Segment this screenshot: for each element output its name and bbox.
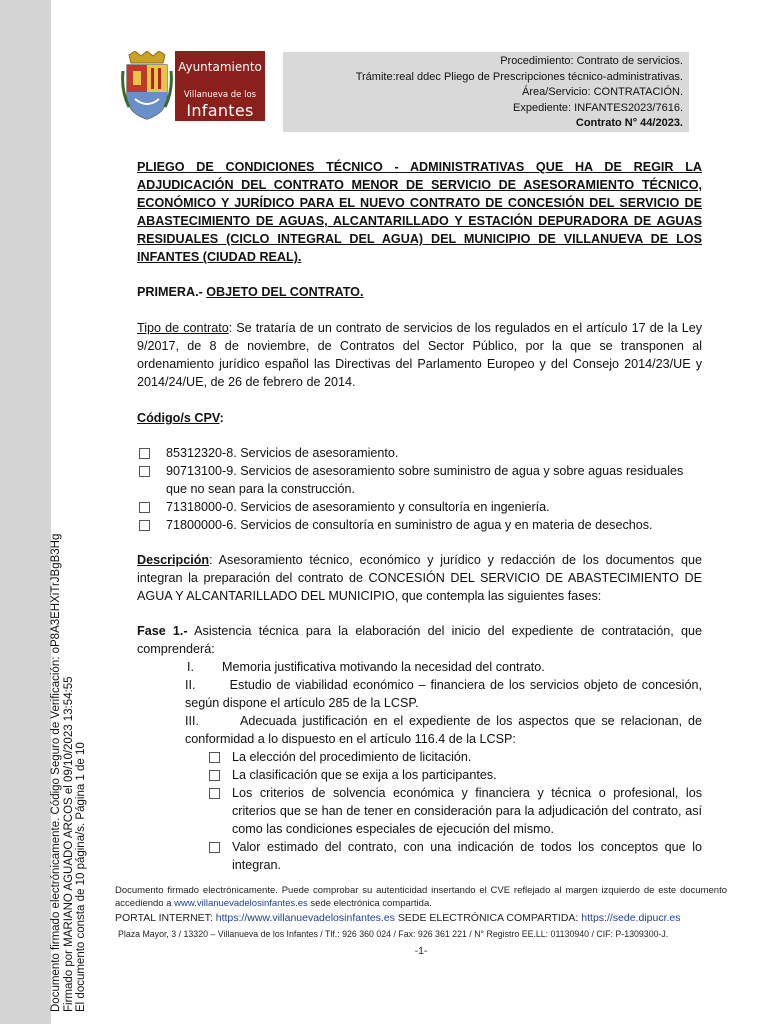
criteria-text: La elección del procedimiento de licitación. [232,750,472,764]
list-item [137,444,702,462]
list-item [137,838,702,874]
header-contrato: Contrato N° 44/2023. [575,117,683,129]
cpv-heading [137,409,702,427]
descripcion-paragraph [137,551,702,605]
logo-line-3: Infantes [186,101,254,120]
list-item [137,462,702,498]
portal-label: PORTAL INTERNET: [115,912,216,924]
sede-label: SEDE ELECTRÓNICA COMPARTIDA: [394,912,582,924]
section-title: OBJETO DEL CONTRATO. [206,285,364,299]
roman-num: III. [185,714,199,728]
footer-address: Plaza Mayor, 3 / 13320 – Villanueva de los Infantes / Tlf.: 926 360 024 / Fax: 926 361 221 / N° Registro EE.LL: 01130940 / CIF: P-1309300-J. [118,929,669,939]
cpv-item-text: 90713100-9. Servicios de asesoramiento sobre suministro de agua y sobre aguas residuales que no sean para la construcción. [166,464,684,496]
page-number: -1- [414,945,428,957]
header-procedimiento: Procedimiento: Contrato de servicios. [500,55,683,67]
coat-of-arms-icon [121,51,173,121]
roman-num: II. [185,678,196,692]
footer-cve-link[interactable]: www.villanuevadelosinfantes.es [174,898,308,909]
list-item [137,498,702,516]
verification-line-3: El documento consta de 10 página/s. Página 1 de 10 [75,742,88,1012]
desc-label: Descripción [137,553,210,567]
roman-item [137,676,702,712]
fase1-paragraph [137,622,702,658]
checkbox-icon [139,502,150,513]
cpv-item-text: 71800000-6. Servicios de consultoría en suministro de agua y en materia de desechos. [166,518,653,532]
checkbox-icon [209,752,220,763]
header-area: Área/Servicio: CONTRATACIÓN. [522,86,683,98]
tipo-label: Tipo de contrato [137,321,229,335]
list-item [137,748,702,766]
criteria-text: Los criterios de solvencia económica y financiera y técnica o profesional, los criterios que se han de tener en consideración para la adjudicación del contrato, así como las condiciones especiales de ejecución del mismo. [232,786,702,836]
verification-line-1: Documento firmado electrónicamente. Código Seguro de Verificación: oP8A3EHXiTrJBgB3Hg [50,533,62,1012]
logo-line-2: Villanueva de los [183,90,257,100]
checkbox-icon [209,788,220,799]
section-prefix: PRIMERA.- [137,285,207,299]
tipo-text: : Se trataría de un contrato de servicios de los regulados en el artículo 17 de la Ley 9/2017, de 8 de noviembre, de Contratos del Sector Público, por la que se transponen al ordenamiento jurídico español las Directivas del Parlamento Europeo y del Consejo 2014/23/UE y 2014/24/UE, de 26 de febrero de 2014. [137,321,702,389]
municipality-logo [121,51,266,121]
footer-text-b: sede electrónica compartida. [307,898,432,909]
footer-text-a: Documento firmado electrónicamente. Puede comprobar su autenticidad insertando el CVE reflejado al margen izquierdo de este documento accediendo a [115,885,727,909]
fase1-label: Fase 1.- [137,624,188,638]
roman-text: Estudio de viabilidad económico – financiera de los servicios objeto de concesión, según dispone el artículo 285 de la LCSP. [185,678,702,710]
list-item [137,516,702,534]
cpv-item-text: 85312320-8. Servicios de asesoramiento. [166,446,399,460]
tipo-contrato-paragraph [137,319,702,391]
document-body [137,158,702,874]
page-footer [115,884,727,958]
list-item [137,784,702,838]
list-item [137,766,702,784]
checkbox-icon [139,520,150,531]
footer-portal [115,911,727,926]
roman-text: Adecuada justificación en el expediente de los aspectos que se relacionan, de conformidad a lo dispuesto en el artículo 116.4 de la LCSP: [185,714,702,746]
sede-link[interactable]: https://sede.dipucr.es [581,912,681,924]
header-expediente: Expediente: INFANTES2023/7616. [513,101,683,114]
header-tramite: Trámite:real ddec Pliego de Prescripciones técnico-administrativas. [355,70,683,83]
document-title: PLIEGO DE CONDICIONES TÉCNICO - ADMINISTRATIVAS QUE HA DE REGIR LA ADJUDICACIÓN DEL CONTRATO MENOR DE SERVICIO DE ASESORAMIENTO TÉCNICO, ECONÓMICO Y JURÍDICO PARA EL NUEVO CONTRATO DE CONCESIÓN DEL SERVICIO DE ABASTECIMIENTO DE AGUAS, ALCANTARILLADO Y ESTACIÓN DEPURADORA DE AGUAS RESIDUALES (CICLO INTEGRAL DEL AGUA) DEL MUNICIPIO DE VILLANUEVA DE LOS INFANTES (CIUDAD REAL). [137,160,702,264]
fase1-text: Asistencia técnica para la elaboración del inicio del expediente de contratación, que comprenderá: [137,624,702,656]
roman-num: I. [187,660,194,674]
logo-wordmark [175,51,265,121]
verification-text [50,492,88,1012]
footer-authenticity [115,884,727,910]
roman-item [137,712,702,748]
verification-sidebar [0,0,51,1024]
cpv-item-text: 71318000-0. Servicios de asesoramiento y consultoría en ingeniería. [166,500,550,514]
roman-item [137,658,702,676]
roman-text: Memoria justificativa motivando la necesidad del contrato. [222,660,545,674]
checkbox-icon [209,842,220,853]
checkbox-icon [139,466,150,477]
verification-line-2: Firmado por MARIANO AGUADO ARCOS el 09/10/2023 13:54:55 [62,676,75,1012]
logo-line-1: Ayuntamiento [178,60,262,74]
criteria-text: La clasificación que se exija a los participantes. [232,768,497,782]
portal-link[interactable]: https://www.villanuevadelosinfantes.es [215,912,395,924]
checkbox-icon [209,770,220,781]
cpv-label: Código/s CPV [137,411,220,425]
cpv-list [137,444,702,534]
criteria-list [137,748,702,874]
cpv-colon: : [219,411,224,425]
desc-text: : Asesoramiento técnico, económico y jurídico y redacción de los documentos que integran la preparación del contrato de CONCESIÓN DEL SERVICIO DE ABASTECIMIENTO DE AGUA Y ALCANTARILLADO DEL MUNICIPIO, que contempla las siguientes fases: [137,553,702,603]
criteria-text: Valor estimado del contrato, con una indicación de todos los conceptos que lo integran. [232,840,702,872]
procedure-header [283,52,689,132]
section-heading [137,283,702,301]
checkbox-icon [139,448,150,459]
